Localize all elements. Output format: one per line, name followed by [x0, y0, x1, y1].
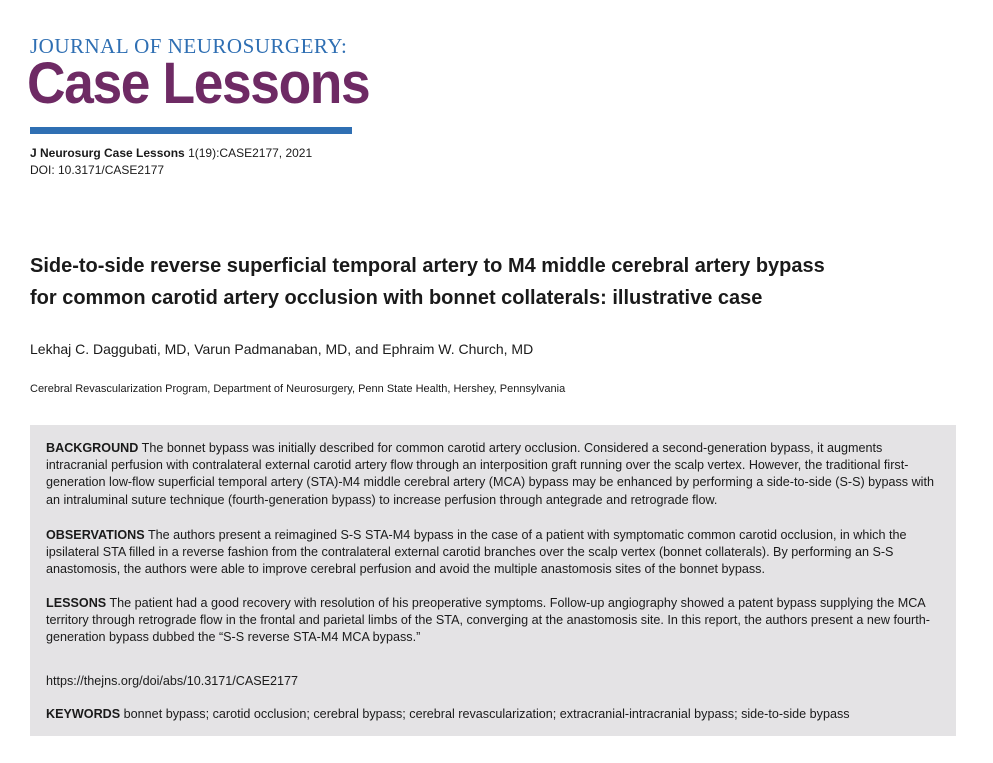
journal-logo-name: Case Lessons: [27, 51, 370, 116]
abstract-background-text: The bonnet bypass was initially described for common carotid artery occlusion. Considered a second-generation bypass, it augments intracranial perfusion with contralateral external carotid artery flow through an interposition graft running over the scalp vertex. However, the traditional first-generation low-flow superficial temporal artery (STA)-M4 middle cerebral artery (MCA) bypass may be enhanced by performing a side-to-side (S-S) bypass with an intraluminal suture technique (fourth-generation bypass) to increase perfusion through antegrade and retrograde flow.: [46, 441, 934, 507]
abstract-keywords-text: bonnet bypass; carotid occlusion; cerebral bypass; cerebral revascularization; extracranial-intracranial bypass; side-to-side bypass: [120, 707, 850, 721]
author-list: Lekhaj C. Daggubati, MD, Varun Padmanaban, MD, and Ephraim W. Church, MD: [30, 341, 534, 357]
citation-line: [30, 145, 312, 161]
abstract-observations-label: OBSERVATIONS: [46, 528, 145, 542]
article-title-line-1: Side-to-side reverse superficial temporal artery to M4 middle cerebral artery bypass: [30, 255, 825, 277]
article-url-link[interactable]: https://thejns.org/doi/abs/10.3171/CASE2177: [46, 674, 299, 688]
abstract-box: [30, 425, 956, 736]
abstract-background-label: BACKGROUND: [46, 441, 139, 455]
citation-journal-abbrev: J Neurosurg Case Lessons: [30, 146, 185, 160]
abstract-observations-text: The authors present a reimagined S-S STA-M4 bypass in the case of a patient with symptomatic common carotid occlusion, in which the ipsilateral STA filled in a reverse fashion from the contralateral external carotid branches over the scalp vertex (bonnet collaterals). By performing an S-S anastomosis, the authors were able to improve cerebral perfusion and avoid the multiple anastomosis sites of the bonnet bypass.: [46, 528, 907, 577]
abstract-lessons-label: LESSONS: [46, 596, 107, 610]
abstract-lessons: [46, 595, 942, 647]
abstract-keywords-label: KEYWORDS: [46, 707, 121, 721]
article-title: [30, 250, 930, 314]
abstract-observations: [46, 527, 942, 579]
journal-supertitle: JOURNAL OF NEUROSURGERY:: [30, 34, 348, 58]
citation-doi: DOI: 10.3171/CASE2177: [30, 163, 165, 177]
abstract-keywords: [46, 706, 942, 723]
article-title-line-2: for common carotid artery occlusion with bonnet collaterals: illustrative case: [30, 287, 763, 309]
abstract-background: [46, 440, 942, 509]
author-affiliation: Cerebral Revascularization Program, Department of Neurosurgery, Penn State Health, Hershey, Pennsylvania: [30, 383, 566, 395]
abstract-lessons-text: The patient had a good recovery with resolution of his preoperative symptoms. Follow-up angiography showed a patent bypass supplying the MCA territory through retrograde flow in the frontal and parietal limbs of the STA, converging at the anastomosis site. In this report, the authors present a new fourth-generation bypass dubbed the “S-S reverse STA-M4 MCA bypass.”: [46, 596, 930, 645]
citation-volume-issue: 1(19):CASE2177, 2021: [184, 146, 313, 160]
journal-logo-rule: [30, 127, 352, 134]
